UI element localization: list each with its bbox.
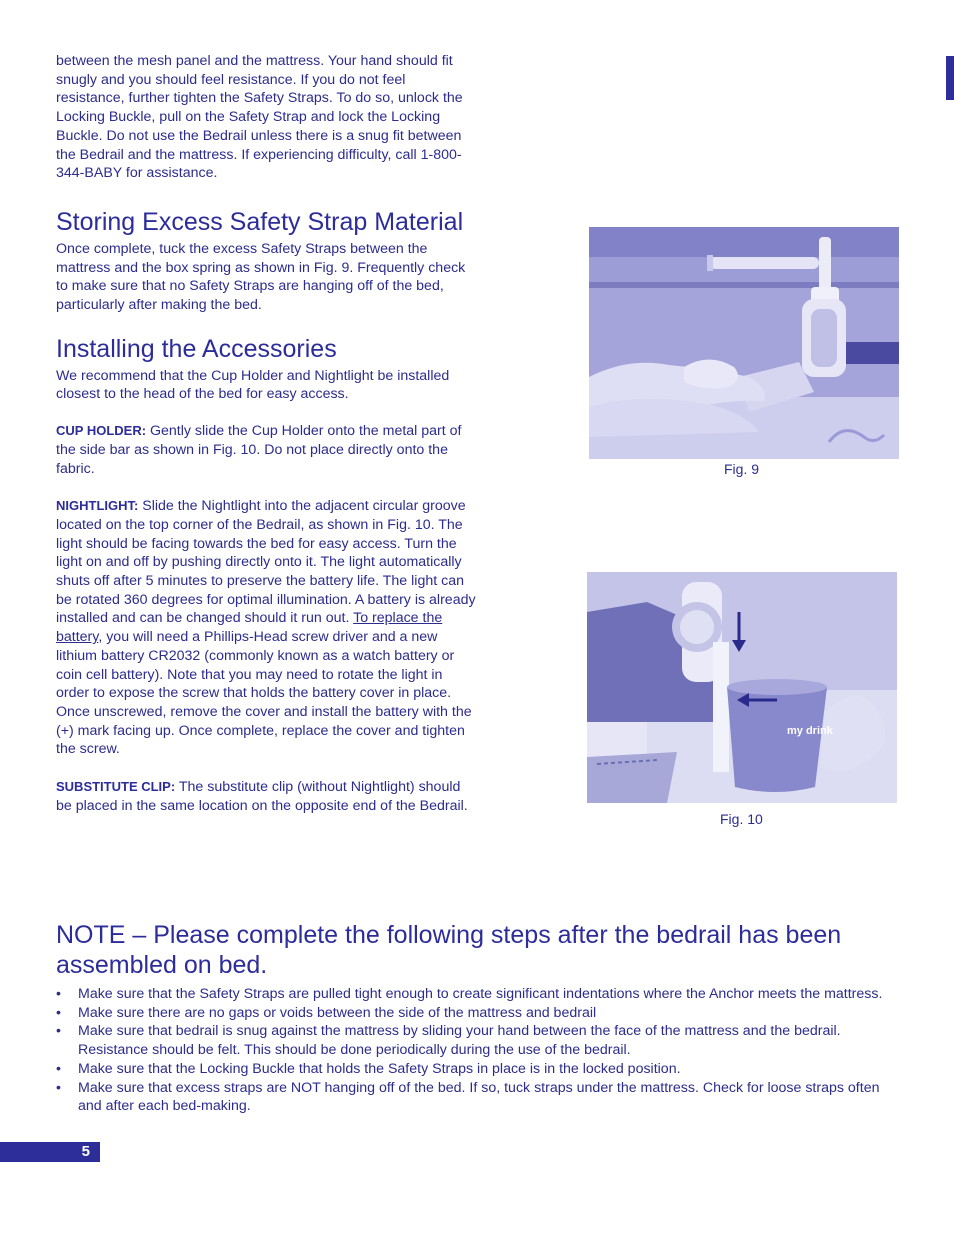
left-column [56, 52, 476, 816]
note-heading: NOTE – Please complete the following steps after the bedrail has been assembled on bed. [56, 921, 842, 979]
substitute-clip-text: The substitute clip (without Nightlight) should be placed in the same location on the opposite end of the Bedrail. [56, 779, 468, 814]
figure-9-illustration [589, 227, 899, 459]
list-item [56, 1004, 896, 1023]
list-item [56, 1022, 896, 1059]
list-item-text: Make sure that the Safety Straps are pulled tight enough to create significant indentations where the Anchor meets the mattress. [78, 986, 883, 1002]
nightlight-paragraph [56, 497, 476, 759]
replace-battery-link: To replace the battery [56, 610, 443, 646]
accessories-heading: Installing the Accessories [56, 334, 337, 363]
figure-10-caption: Fig. 10 [720, 811, 763, 827]
bullet-marker: • [56, 986, 61, 1002]
note-section [56, 920, 896, 1116]
cup-holder-paragraph [56, 422, 476, 478]
cup-holder-label: CUP HOLDER: [56, 423, 147, 439]
substitute-clip-label: SUBSTITUTE CLIP: [56, 779, 176, 795]
bullet-marker: • [56, 1079, 61, 1096]
bullet-marker: • [56, 1004, 61, 1021]
cup-holder-text: Gently slide the Cup Holder onto the metal part of the side bar as shown in Fig. 10. Do not place directly onto the fabric. [56, 423, 462, 477]
figure-10-photo [587, 572, 897, 803]
accessories-intro: We recommend that the Cup Holder and Nightlight be installed closest to the head of the bed for easy access. [56, 367, 450, 403]
list-item [56, 1060, 896, 1079]
page-number: 5 [81, 1143, 90, 1160]
list-item-text: Make sure that the Locking Buckle that holds the Safety Straps in place is in the locked position. [78, 1060, 681, 1077]
list-item-text: Make sure that bedrail is snug against the mattress by sliding your hand between the face of the mattress and the bedrail. Resistance should be felt. This should be done periodically during the use of the bedrail. [78, 1023, 841, 1059]
figure-9-photo [589, 227, 899, 459]
cup-print-text: my drink [787, 725, 833, 737]
page-number-bar [0, 1142, 100, 1162]
list-item-text: Make sure there are no gaps or voids between the side of the mattress and bedrail [78, 1004, 597, 1021]
bullet-marker: • [56, 1023, 61, 1040]
figure-10-illustration [587, 572, 897, 803]
list-item [56, 1079, 896, 1116]
nightlight-text-continued: , you will need a Phillips-Head screw driver and a new lithium battery CR2032 (commonly known as a watch battery or coin cell battery). Note that you may need to rotate the light in order to expose the screw that holds the battery cover in place. Once unscrewed, remove the cover and install the battery with the (+) mark facing up. Once complete, replace the cover and tighten the screw. [56, 629, 472, 758]
storing-paragraph: Once complete, tuck the excess Safety Straps between the mattress and the box spring as shown in Fig. 9. Frequently check to make sure that no Safety Straps are hanging off of the bed, particularly after making the bed. [56, 240, 466, 314]
section-tab-marker [946, 56, 954, 100]
bullet-marker: • [56, 1060, 61, 1077]
nightlight-text: Slide the Nightlight into the adjacent circular groove located on the top corner of the Bedrail, as shown in Fig. 10. The light should be facing towards the bed for easy access. Turn the light on and off by pushing directly onto it. The light automatically shuts off after 5 minutes to preserve the battery life. The light can be rotated 360 degrees for optimal illumination. A battery is already installed and can be changed should it run out. [56, 498, 476, 627]
list-item [56, 985, 896, 1004]
list-item-text: Make sure that excess straps are NOT hanging off of the bed. If so, tuck straps under the mattress. Check for loose straps often and after each bed-making. [78, 1079, 880, 1115]
substitute-clip-paragraph [56, 778, 476, 815]
intro-paragraph: between the mesh panel and the mattress. Your hand should fit snugly and you should feel resistance. If you do not feel resistance, further tighten the Safety Straps. To do so, unlock the Locking Buckle, pull on the Safety Strap and lock the Locking Buckle. Do not use the Bedrail unless there is a snug fit between the Bedrail and the mattress. If experiencing difficulty, call 1-800-344-BABY for assistance. [56, 53, 463, 182]
note-list [56, 985, 896, 1116]
figure-9-caption: Fig. 9 [724, 461, 760, 477]
storing-heading: Storing Excess Safety Strap Material [56, 207, 464, 236]
nightlight-label: NIGHTLIGHT: [56, 498, 139, 514]
